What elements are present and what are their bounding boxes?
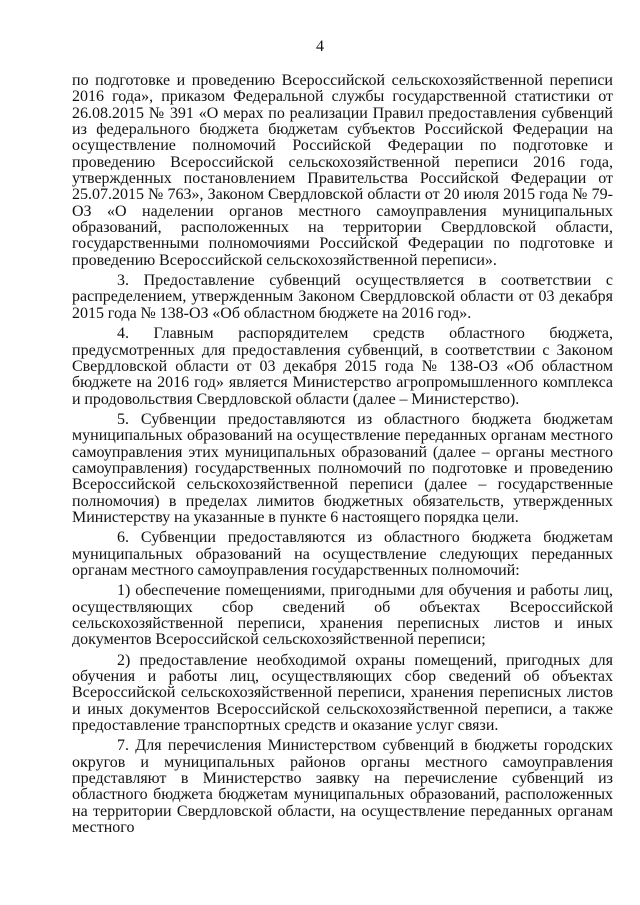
paragraph-continuation: по подготовке и проведению Всероссийской сельскохозяйственной переписи 2016 года», приказом Федеральной службы государственной статистики от 26.08.2015 № 391 «О мерах по реализации Правил предоставления субвенций из федерального бюджета бюджетам субъектов Российской Федерации на осуществление полномочий Российской Федерации по подготовке и проведению Всероссийской сельскохозяйственной переписи 2016 года, утвержденных постановлением Правительства Российской Федерации от 25.07.2015 № 763», Законом Свердловской области от 20 июля 2015 года № 79-ОЗ «О наделении органов местного самоуправления муниципальных образований, расположенных на территории Свердловской области, государственными полномочиями Российской Федерации по подготовке и проведению Всероссийской сельскохозяйственной переписи». <box>72 72 613 269</box>
paragraph-subitem-2: 2) предоставление необходимой охраны помещений, пригодных для обучения и работы лиц, осуществляющих сбор сведений об объектах Всероссийской сельскохозяйственной переписи, хранения переписных листов и иных документов Всероссийской сельскохозяйственной переписи, а также предоставление транспортных средств и оказание услуг связи. <box>72 651 613 735</box>
paragraph-item-6: 6. Субвенции предоставляются из областного бюджета бюджетам муниципальных образований на осуществление следующих переданных органам местного самоуправления государственных полномочий: <box>72 529 613 579</box>
paragraph-item-3: 3. Предоставление субвенций осуществляется в соответствии с распределением, утвержденным Законом Свердловской области от 03 декабря 2015 года № 138-ОЗ «Об областном бюджете на 2016 год». <box>72 272 613 322</box>
paragraph-item-7: 7. Для перечисления Министерством субвенций в бюджеты городских округов и муниципальных районов органы местного самоуправления представляют в Министерство заявку на перечисление субвенций из областного бюджета бюджетам муниципальных образований, расположенных на территории Свердловской области, на осуществление переданных органам местного <box>72 737 613 837</box>
document-body <box>72 73 613 836</box>
page-number: 4 <box>316 38 324 55</box>
paragraph-item-5: 5. Субвенции предоставляются из областного бюджета бюджетам муниципальных образований на осуществление переданных органам местного самоуправления этих муниципальных образований (далее – органы местного самоуправления) государственных полномочий по подготовке и проведению Всероссийской сельскохозяйственной переписи (далее – государственные полномочия) в пределах лимитов бюджетных обязательств, утвержденных Министерству на указанные в пункте 6 настоящего порядка цели. <box>72 410 613 526</box>
paragraph-subitem-1: 1) обеспечение помещениями, пригодными для обучения и работы лиц, осуществляющих сбор сведений об объектах Всероссийской сельскохозяйственной переписи, хранения переписных листов и иных документов Всероссийской сельскохозяйственной переписи; <box>72 582 613 649</box>
paragraph-item-4: 4. Главным распорядителем средств областного бюджета, предусмотренных для предоставления субвенций, в соответствии с Законом Свердловской области от 03 декабря 2015 года № 138-ОЗ «Об областном бюджете на 2016 год» является Министерство агропромышленного комплекса и продовольствия Свердловской области (далее – Министерство). <box>72 325 613 408</box>
